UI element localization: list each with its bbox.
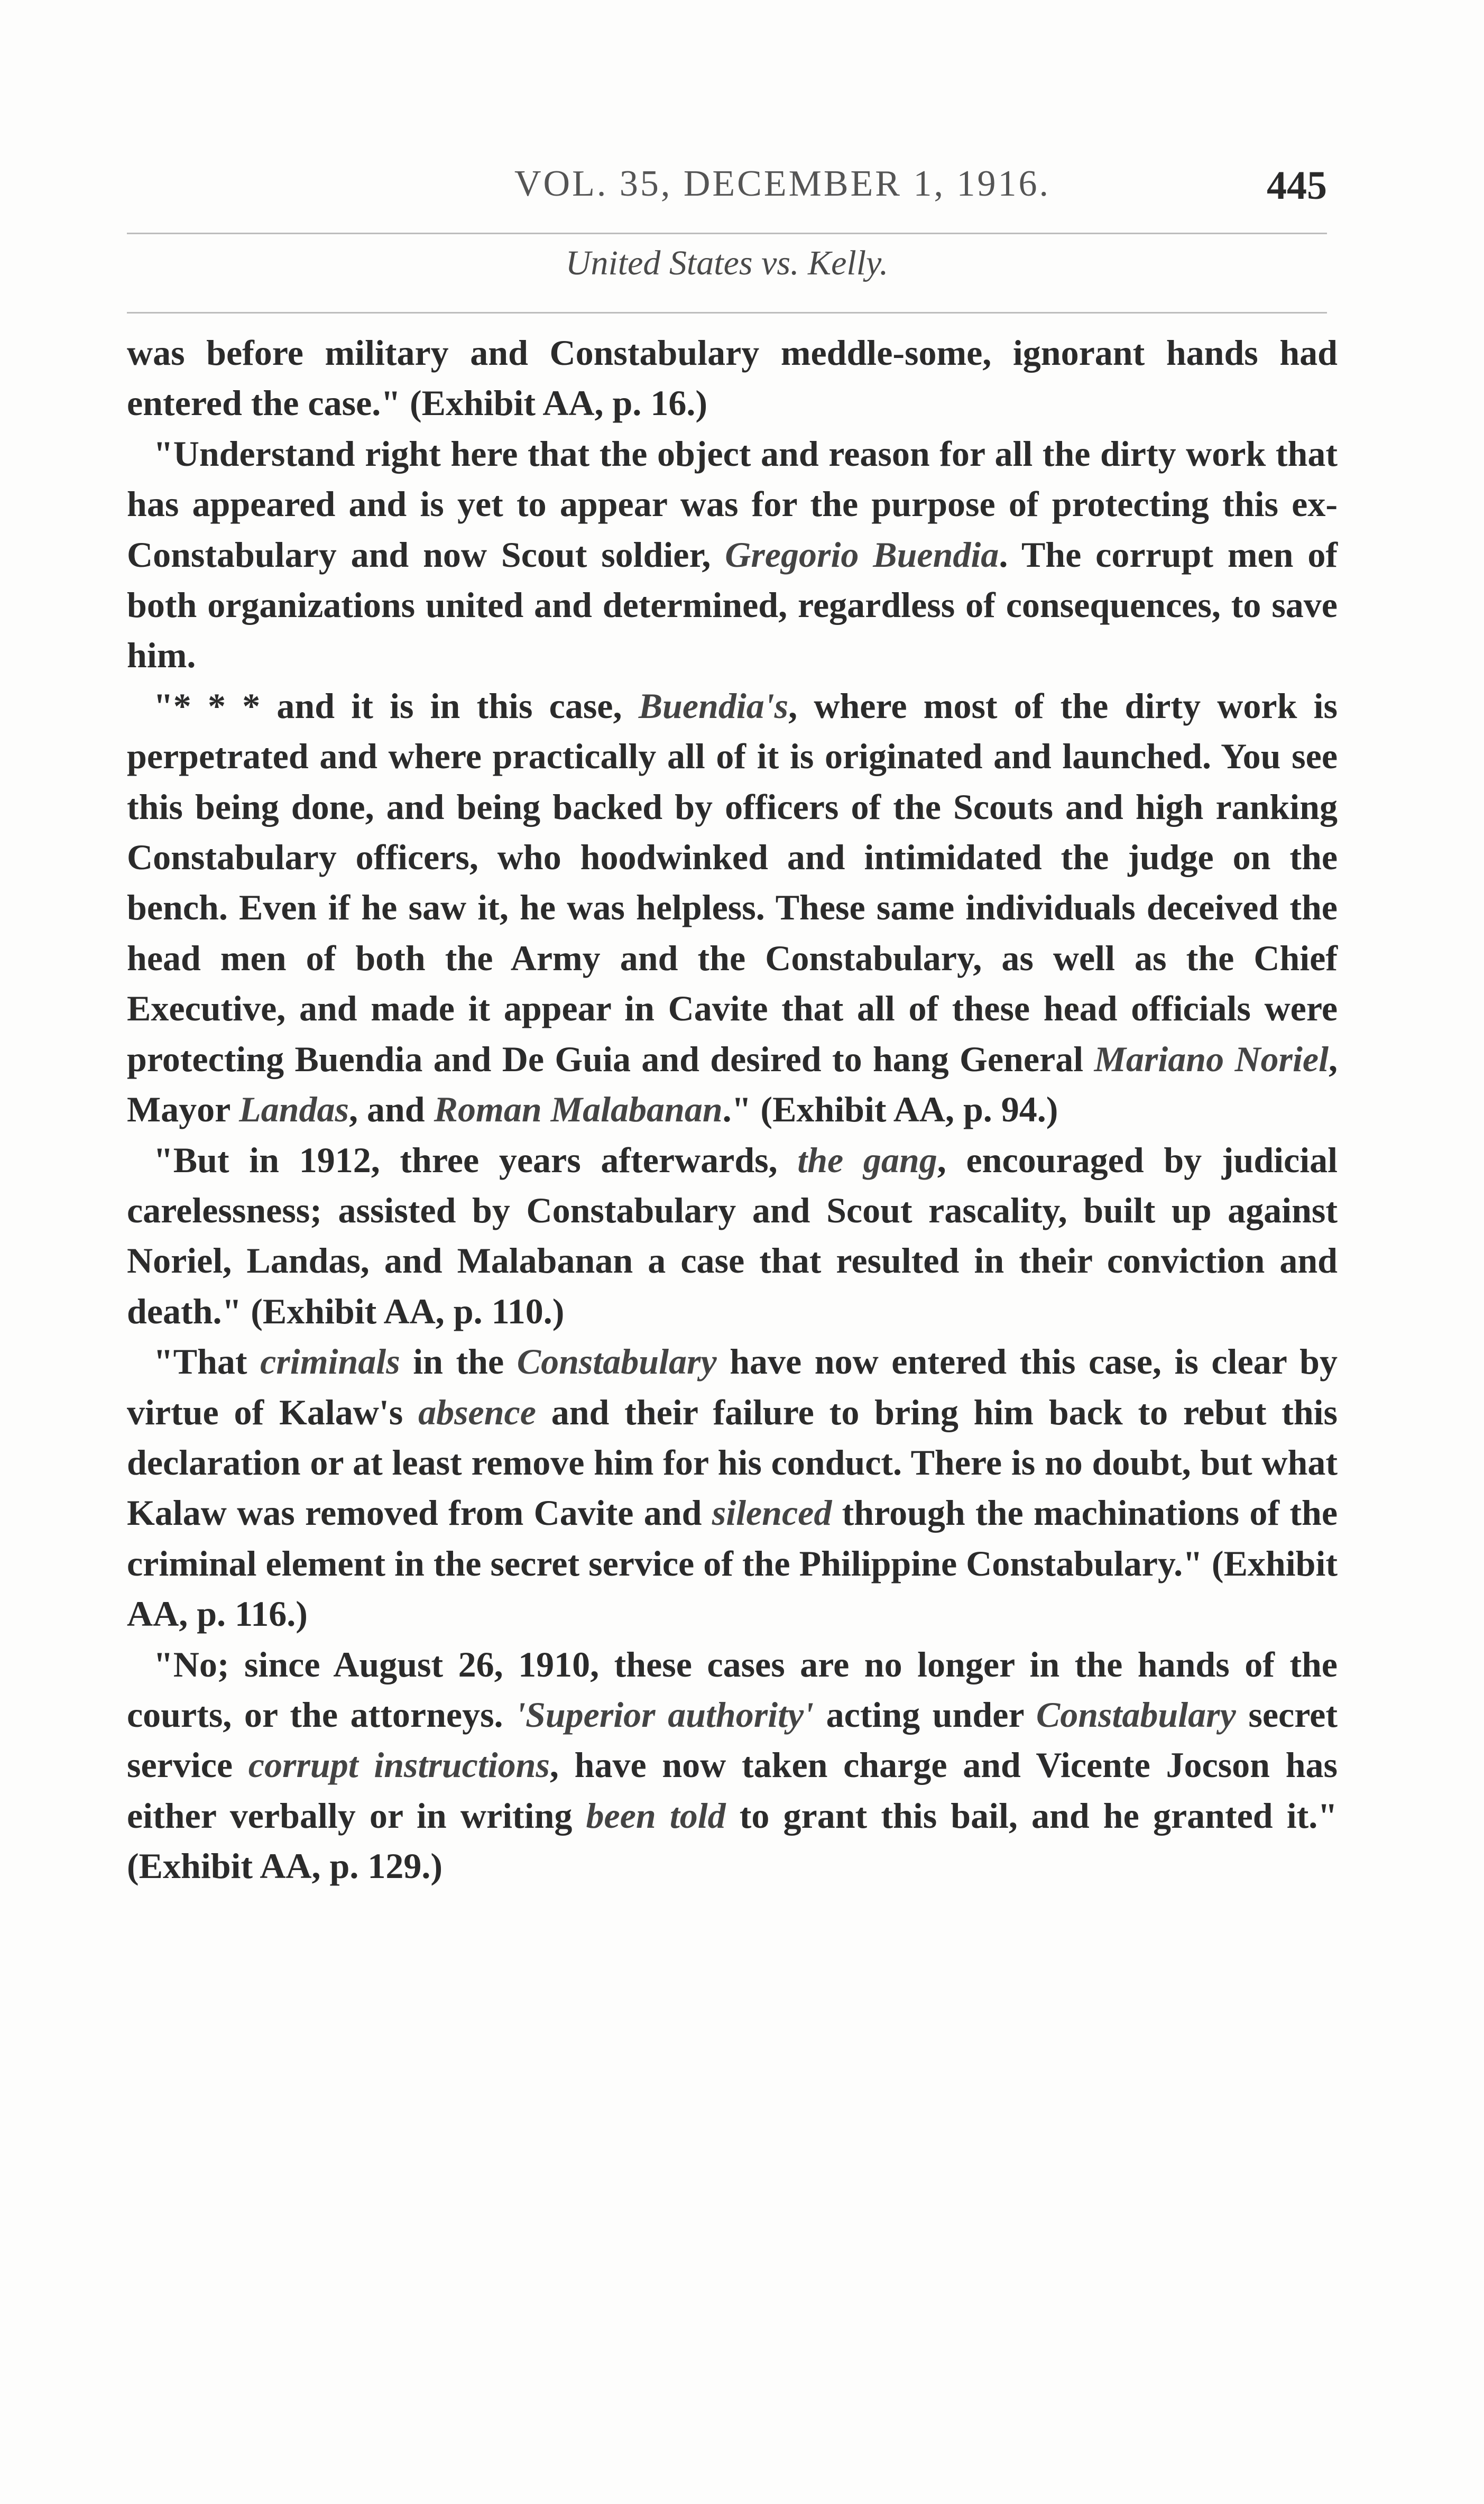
text-run: , Mayor	[127, 1038, 1338, 1130]
running-title: VOL. 35, DECEMBER 1, 1916.	[514, 163, 1050, 204]
text-run: "No; since August 26, 1910, these cases are no longer in the hands of the courts, or the attorneys.	[127, 1644, 1338, 1735]
italic-phrase: 'Superior authority'	[515, 1694, 814, 1735]
paragraph-1	[127, 328, 1338, 429]
italic-phrase: corrupt instructions	[248, 1745, 550, 1785]
running-header	[127, 163, 1327, 221]
italic-phrase: Mariano Noriel	[1094, 1038, 1329, 1079]
text-run: have now entered this case, is clear by virtue of Kalaw's	[127, 1341, 1338, 1432]
paragraph-5	[127, 1337, 1338, 1639]
text-run: in the	[400, 1341, 517, 1382]
italic-phrase: the gang	[797, 1139, 937, 1180]
italic-phrase: Roman Malabanan	[434, 1089, 723, 1130]
italic-phrase: silenced	[712, 1493, 832, 1533]
text-run: "* * * and it is in this case,	[153, 685, 639, 726]
paragraph-4	[127, 1135, 1338, 1337]
text-run: , where most of the dirty work is perpetrated and where practically all of it is originated and launched. You see this being done, and being backed by officers of the Scouts and high ranking Constabulary officers, who hoodwinked and intimidated the judge on the bench. Even if he saw it, he was helpless. These same individuals deceived the head men of both the Army and the Constabulary, as well as the Chief Executive, and made it appear in Cavite that all of these head officials were protecting Buendia and De Guia and desired to hang General	[127, 685, 1338, 1079]
paragraph-2	[127, 429, 1338, 681]
italic-phrase: Constabulary	[517, 1341, 717, 1382]
italic-phrase: Gregorio Buendia	[725, 534, 999, 575]
italic-phrase: Buendia's	[638, 685, 789, 726]
italic-phrase: Landas	[239, 1089, 349, 1130]
text-run: and their failure to bring him back to rebut this declaration or at least remove him for his conduct. There is no doubt, but what Kalaw was removed from Cavite and	[127, 1392, 1338, 1533]
text-run: through the machinations of the criminal element in the secret service of the Philippine Constabulary." (Exhibit AA, p. 116.)	[127, 1493, 1338, 1634]
text-run: acting under	[814, 1694, 1036, 1735]
text-run: "Understand right here that the object and reason for all the dirty work that has appeared and is yet to appear was for the purpose of protecting this ex-Constabulary and now Scout soldier,	[127, 433, 1338, 575]
body-text	[127, 328, 1338, 1892]
header-rule-top	[127, 233, 1327, 234]
text-run: "That	[153, 1341, 261, 1382]
text-run: was before military and Constabulary meddle-some, ignorant hands had entered the case." (Exhibit AA, p. 16.)	[127, 333, 1338, 424]
page-number: 445	[1267, 163, 1327, 208]
header-rule-bottom	[127, 312, 1327, 314]
italic-phrase: Constabulary	[1036, 1694, 1236, 1735]
text-run: , encouraged by judicial carelessness; assisted by Constabulary and Scout rascality, built up against Noriel, Landas, and Malabanan a case that resulted in their conviction and death." (Exhibit AA, p. 110.)	[127, 1139, 1338, 1331]
case-title: United States vs. Kelly.	[565, 244, 889, 282]
paragraph-3	[127, 681, 1338, 1135]
italic-phrase: absence	[418, 1392, 536, 1432]
text-run: ." (Exhibit AA, p. 94.)	[722, 1089, 1058, 1130]
text-run: , have now taken charge and Vicente Jocson has either verbally or in writing	[127, 1745, 1338, 1836]
text-run: "But in 1912, three years afterwards,	[153, 1139, 798, 1180]
text-run: to grant this bail, and he granted it." (Exhibit AA, p. 129.)	[127, 1795, 1338, 1886]
text-run: , and	[348, 1089, 434, 1130]
italic-phrase: criminals	[260, 1341, 400, 1382]
paragraph-6	[127, 1640, 1338, 1892]
text-run: . The corrupt men of both organizations united and determined, regardless of consequences, to save him.	[127, 534, 1338, 676]
text-run: secret service	[127, 1694, 1338, 1785]
italic-phrase: been told	[586, 1795, 726, 1836]
